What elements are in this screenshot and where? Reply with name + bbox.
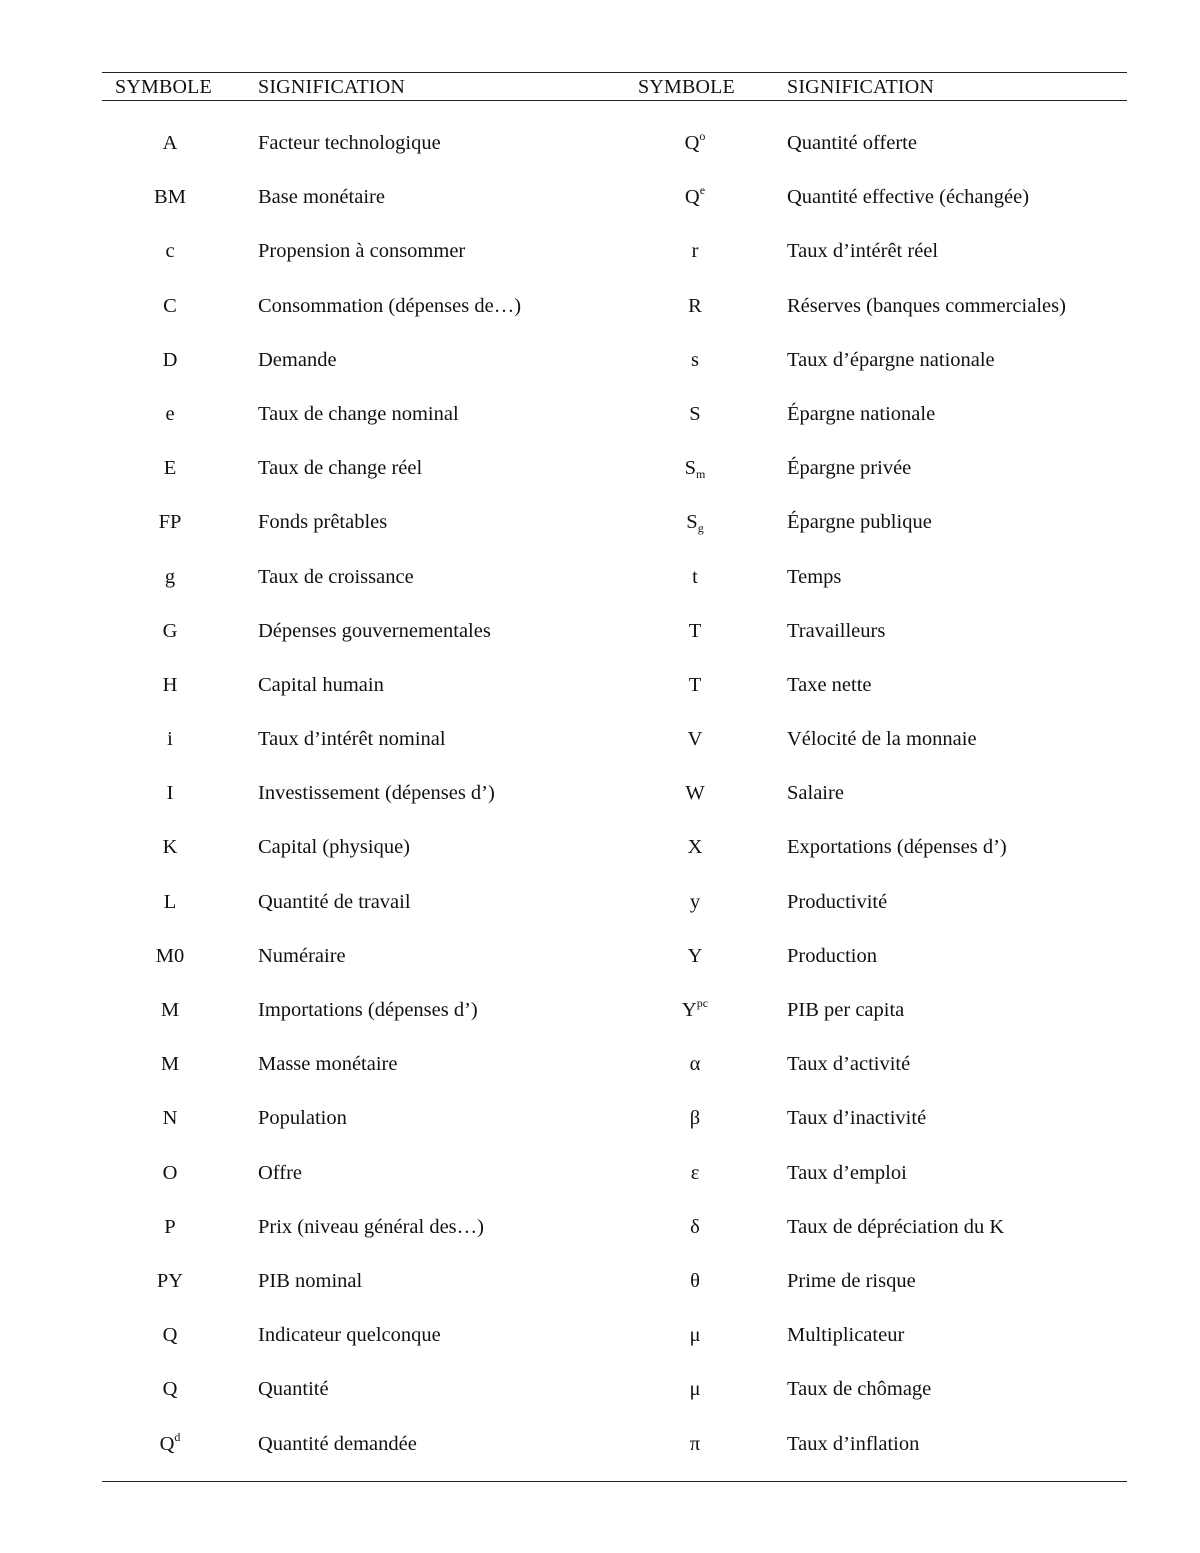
symbol-text: G [162, 619, 178, 642]
table-row [102, 231, 1127, 285]
meaning-cell-left: Quantité [258, 1378, 329, 1401]
table-row [102, 1044, 1127, 1098]
symbol-text: S [686, 511, 698, 534]
symbol-text: M0 [155, 944, 185, 967]
symbol-text: D [162, 348, 178, 371]
symbol-text: S [689, 402, 701, 425]
symbol-text: i [167, 728, 173, 751]
symbol-text: μ [689, 1378, 701, 1401]
meaning-cell-left: Population [258, 1107, 347, 1130]
meaning-cell-right: Prime de risque [787, 1269, 916, 1292]
symbol-cell-right [645, 1153, 745, 1193]
symbol-cell-left [120, 1369, 220, 1409]
meaning-cell-right: Épargne nationale [787, 402, 936, 425]
meaning-cell-right: Taux d’épargne nationale [787, 348, 995, 371]
symbol-cell-right [645, 1044, 745, 1084]
meaning-cell-left: Fonds prêtables [258, 511, 388, 534]
symbol-cell-left [120, 231, 220, 271]
symbol-cell-right [645, 665, 745, 705]
symbol-cell-left [120, 611, 220, 651]
symbol-cell-left [120, 990, 220, 1030]
symbol-text: β [689, 1107, 701, 1130]
meaning-cell-left: Base monétaire [258, 186, 385, 209]
symbol-cell-left [120, 1098, 220, 1138]
meaning-cell-right: Exportations (dépenses d’) [787, 836, 1007, 859]
symbol-text: Y [681, 999, 697, 1021]
header-symbol-right: SYMBOLE [638, 76, 735, 98]
symbol-cell-right [645, 773, 745, 813]
symbol-text: M [160, 1053, 180, 1076]
meaning-cell-left: Consommation (dépenses de…) [258, 294, 522, 317]
symbol-text: X [687, 836, 703, 859]
table-row [102, 1261, 1127, 1315]
symbol-text: A [162, 132, 178, 154]
symbol-text: M [160, 999, 180, 1021]
meaning-cell-right: Productivité [787, 890, 888, 913]
symbol-text: H [162, 673, 178, 696]
meaning-cell-right: PIB per capita [787, 999, 905, 1021]
table-row [102, 340, 1127, 394]
meaning-cell-right: Épargne privée [787, 457, 912, 480]
symbol-superscript: e [699, 183, 706, 198]
meaning-cell-right: Réserves (banques commerciales) [787, 294, 1066, 317]
meaning-cell-right: Taxe nette [787, 673, 872, 696]
meaning-cell-left: Quantité de travail [258, 890, 411, 913]
table-header [102, 75, 1127, 99]
symbol-cell-right [645, 1207, 745, 1247]
meaning-cell-left: Indicateur quelconque [258, 1324, 441, 1347]
table-row [102, 1207, 1127, 1261]
meaning-cell-left: PIB nominal [258, 1269, 363, 1292]
header-meaning-right: SIGNIFICATION [787, 76, 935, 98]
table-row [102, 882, 1127, 936]
symbol-cell-left [120, 827, 220, 867]
symbol-text: PY [156, 1269, 184, 1292]
symbol-text: ε [690, 1161, 700, 1184]
meaning-cell-right: Quantité effective (échangée) [787, 186, 1030, 209]
meaning-cell-left: Importations (dépenses d’) [258, 999, 478, 1021]
meaning-cell-left: Offre [258, 1161, 303, 1184]
table-row [102, 1098, 1127, 1152]
symbol-cell-left [120, 1044, 220, 1084]
meaning-cell-left: Taux de change nominal [258, 402, 459, 425]
symbol-cell-right [645, 177, 745, 217]
table-bottom-rule [102, 1481, 1127, 1482]
symbol-cell-right [645, 1315, 745, 1355]
symbol-text: E [163, 457, 177, 480]
table-row [102, 936, 1127, 990]
meaning-cell-right: Taux d’activité [787, 1053, 911, 1076]
symbol-cell-left [120, 1424, 220, 1464]
symbol-cell-left [120, 1261, 220, 1301]
symbol-text: c [165, 240, 175, 263]
symbol-text: L [163, 890, 177, 913]
meaning-cell-left: Investissement (dépenses d’) [258, 782, 495, 805]
symbol-subscript: g [697, 521, 704, 536]
symbol-text: s [691, 348, 699, 371]
meaning-cell-left: Capital humain [258, 673, 384, 696]
meaning-cell-right: Taux d’emploi [787, 1161, 907, 1184]
meaning-cell-right: Taux d’intérêt réel [787, 240, 939, 263]
symbol-cell-left [120, 340, 220, 380]
meaning-cell-right: Vélocité de la monnaie [787, 728, 977, 751]
table-row [102, 1315, 1127, 1369]
meaning-cell-right: Multiplicateur [787, 1324, 905, 1347]
symbol-superscript: d [174, 1429, 181, 1444]
table-row [102, 1424, 1127, 1478]
meaning-cell-right: Taux de dépréciation du K [787, 1215, 1005, 1238]
symbol-cell-right [645, 394, 745, 434]
symbol-cell-right [645, 719, 745, 759]
symbol-text: π [689, 1432, 701, 1455]
table-row [102, 990, 1127, 1044]
meaning-cell-left: Propension à consommer [258, 240, 466, 263]
table-row [102, 448, 1127, 502]
meaning-cell-left: Capital (physique) [258, 836, 411, 859]
table-top-rule [102, 72, 1127, 73]
meaning-cell-left: Demande [258, 348, 337, 371]
table-row [102, 502, 1127, 556]
table-body [102, 123, 1127, 1478]
meaning-cell-left: Taux d’intérêt nominal [258, 728, 446, 751]
symbol-text: W [685, 782, 705, 805]
symbol-cell-left [120, 123, 220, 163]
symbol-text: Q [162, 1324, 178, 1347]
symbol-superscript: pc [696, 996, 709, 1010]
symbol-text: y [689, 890, 701, 913]
table-row [102, 394, 1127, 448]
meaning-cell-left: Quantité demandée [258, 1432, 417, 1455]
table-row [102, 286, 1127, 340]
symbol-text: e [165, 402, 175, 425]
symbol-cell-left [120, 1315, 220, 1355]
symbol-cell-right [645, 340, 745, 380]
symbol-cell-right [645, 1261, 745, 1301]
symbol-text: I [166, 782, 174, 805]
table-row [102, 611, 1127, 665]
symbol-text: N [162, 1107, 178, 1130]
symbol-text: T [688, 673, 702, 696]
table-row [102, 719, 1127, 773]
symbol-cell-left [120, 665, 220, 705]
symbol-text: Q [162, 1378, 178, 1401]
symbol-superscript: o [699, 129, 706, 143]
symbol-cell-left [120, 177, 220, 217]
symbol-cell-right [645, 882, 745, 922]
table-row [102, 1153, 1127, 1207]
symbol-cell-left [120, 936, 220, 976]
symbol-text: K [162, 836, 178, 859]
symbol-subscript: m [696, 467, 706, 482]
symbol-cell-right [645, 557, 745, 597]
symbol-text: BM [154, 186, 186, 209]
meaning-cell-left: Taux de change réel [258, 457, 423, 480]
symbol-cell-right [645, 502, 745, 542]
symbol-text: r [691, 240, 699, 263]
symbol-cell-right [645, 231, 745, 271]
header-symbol-left: SYMBOLE [115, 76, 212, 98]
meaning-cell-right: Épargne publique [787, 511, 932, 534]
symbol-text: T [688, 619, 702, 642]
meaning-cell-left: Masse monétaire [258, 1053, 398, 1076]
meaning-cell-left: Prix (niveau général des…) [258, 1215, 484, 1238]
table-row [102, 123, 1127, 177]
symbol-text: μ [689, 1324, 701, 1347]
symbol-text: t [692, 565, 698, 588]
symbol-text: α [689, 1053, 701, 1076]
symbol-cell-left [120, 394, 220, 434]
meaning-cell-right: Taux d’inflation [787, 1432, 920, 1455]
symbol-text: R [688, 294, 702, 317]
symbol-cell-right [645, 448, 745, 488]
table-row [102, 665, 1127, 719]
meaning-cell-right: Quantité offerte [787, 132, 917, 154]
symbol-cell-left [120, 557, 220, 597]
symbol-cell-left [120, 719, 220, 759]
symbol-text: g [164, 565, 176, 588]
symbol-text: C [163, 294, 177, 317]
table-header-rule [102, 100, 1127, 101]
header-meaning-left: SIGNIFICATION [258, 76, 406, 98]
table-row [102, 827, 1127, 881]
symbol-text: V [687, 728, 703, 751]
symbol-text: Q [159, 1432, 175, 1455]
meaning-cell-right: Salaire [787, 782, 844, 805]
symbol-cell-right [645, 936, 745, 976]
meaning-cell-right: Taux de chômage [787, 1378, 932, 1401]
symbol-text: P [164, 1215, 176, 1238]
symbol-cell-right [645, 1369, 745, 1409]
meaning-cell-left: Taux de croissance [258, 565, 414, 588]
symbol-cell-right [645, 827, 745, 867]
symbol-text: FP [158, 511, 182, 534]
symbol-text: Q [684, 132, 700, 154]
symbol-cell-left [120, 1153, 220, 1193]
table-row [102, 557, 1127, 611]
symbol-cell-left [120, 1207, 220, 1247]
meaning-cell-left: Dépenses gouvernementales [258, 619, 491, 642]
meaning-cell-left: Facteur technologique [258, 132, 441, 154]
symbol-cell-left [120, 448, 220, 488]
symbol-cell-left [120, 502, 220, 542]
symbol-cell-left [120, 882, 220, 922]
table-row [102, 1369, 1127, 1423]
symbol-cell-left [120, 773, 220, 813]
symbol-cell-right [645, 611, 745, 651]
table-row [102, 177, 1127, 231]
table-row [102, 773, 1127, 827]
symbol-cell-right [645, 1424, 745, 1464]
symbol-cell-right [645, 286, 745, 326]
symbol-text: δ [690, 1215, 700, 1238]
symbol-text: O [162, 1161, 178, 1184]
symbol-text: θ [690, 1269, 700, 1292]
symbol-text: Y [687, 944, 703, 967]
symbol-cell-right [645, 1098, 745, 1138]
meaning-cell-right: Travailleurs [787, 619, 886, 642]
meaning-cell-right: Temps [787, 565, 842, 588]
meaning-cell-right: Taux d’inactivité [787, 1107, 927, 1130]
symbol-cell-left [120, 286, 220, 326]
symbol-cell-right [645, 990, 745, 1030]
meaning-cell-right: Production [787, 944, 877, 967]
meaning-cell-left: Numéraire [258, 944, 346, 967]
symbol-text: Q [684, 186, 700, 209]
symbol-text: S [684, 457, 697, 480]
symbol-cell-right [645, 123, 745, 163]
